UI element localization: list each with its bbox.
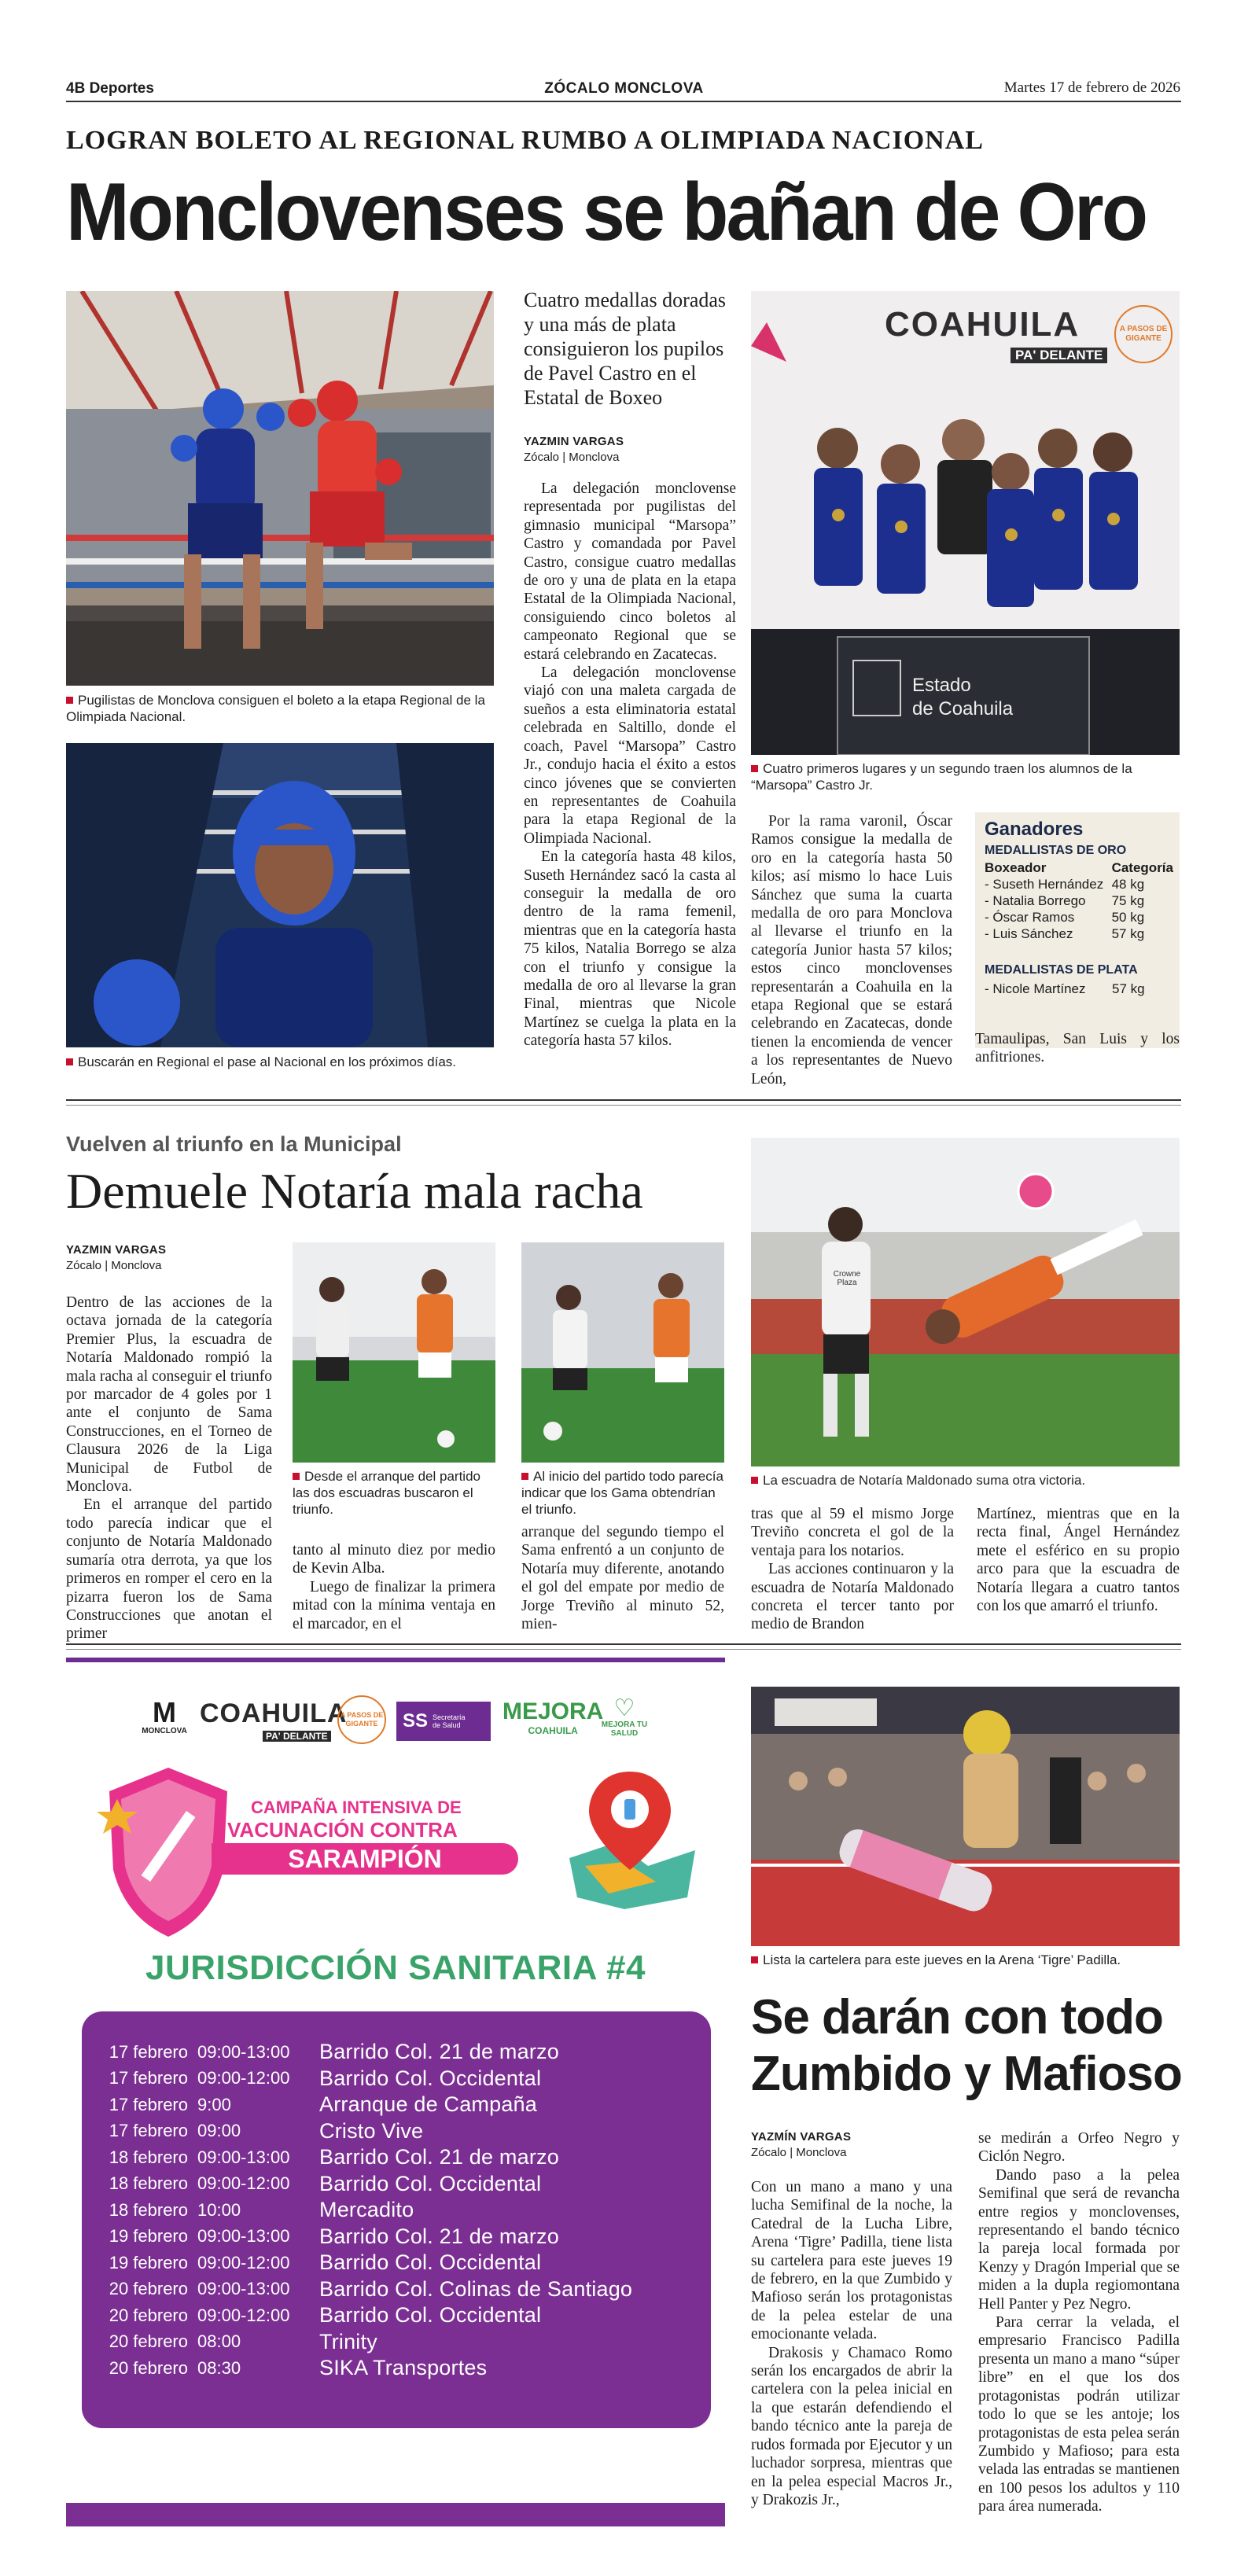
winners-title: Ganadores [985, 819, 1084, 840]
schedule-date: 20 febrero [109, 2331, 188, 2352]
schedule-time: 08:00 [197, 2331, 241, 2352]
paragraph: Con un mano a mano y una lucha Semifinal de la noche, la Catedral de la Lucha Libre, Arena ‘Tigre’ Padilla, tiene lista su cartelera para este jueves 19 de febrero, en la que Zumbido y Mafioso serán los protagonistas de la pelea estelar de una emocionante velada. [751, 2179, 952, 2343]
story1-column2 [751, 812, 952, 1088]
wrestling-photo [751, 1687, 1180, 1946]
schedule-time: 09:00-12:00 [197, 2173, 290, 2194]
schedule-time: 09:00-13:00 [197, 2041, 290, 2062]
team-medals-photo [751, 291, 1180, 755]
paragraph: Martínez, mientras que en la recta final, Ángel Hernández mete el esférico en su propio arco para que la escuadra de Notaría llegara a cuatro tantos con los que amarró el triunfo. [977, 1506, 1180, 1615]
schedule-time: 09:00-12:00 [197, 2305, 290, 2325]
photo3-brand: COAHUILA [885, 305, 1080, 344]
schedule-row [98, 2250, 695, 2276]
section-rule-1 [66, 1099, 1181, 1101]
story3-column1 [751, 2178, 952, 2509]
schedule-time: 09:00 [197, 2121, 241, 2141]
schedule-date: 19 febrero [109, 2226, 188, 2247]
paragraph: La delegación monclovense representada por pugilistas del gimnasio municipal “Marsopa” Castro y comandada por Pavel Castro, consigue cuatro medallas de oro y una de plata en la etapa Estatal de la Olimpiada Nacional, consiguiendo cinco boletos al campeonato Regional que se estará celebrando en Zacatecas. [524, 480, 736, 663]
paragraph: Tamaulipas, San Luis y los anfitriones. [975, 1031, 1180, 1066]
photo1-caption: Pugilistas de Monclova consiguen el boleto a la etapa Regional de la Olimpiada Nacional. [66, 693, 485, 724]
schedule-row [98, 2276, 695, 2303]
vaccination-ad [66, 1658, 725, 2530]
section-rule-1b [66, 1105, 1181, 1106]
schedule-panel [82, 2011, 711, 2428]
schedule-row [98, 2039, 695, 2066]
author-location: Zócalo | Monclova [751, 2146, 847, 2159]
schedule-place: Barrido Col. 21 de marzo [319, 2040, 559, 2064]
schedule-time: 09:00-13:00 [197, 2279, 290, 2299]
story1-column1 [524, 480, 736, 1051]
paragraph: Las acciones continuaron y la escuadra de Notaría Maldonado concreta el tercer tanto por medio de Brandon [751, 1561, 954, 1633]
photo3-caption: Cuatro primeros lugares y un segundo traen los alumnos de la “Marsopa” Castro Jr. [751, 761, 1132, 793]
author-name: YAZMIN VARGAS [524, 435, 624, 448]
issue-date: Martes 17 de febrero de 2026 [1003, 79, 1180, 96]
schedule-place: Barrido Col. 21 de marzo [319, 2224, 559, 2248]
paragraph: Para cerrar la velada, el empresario Francisco Padilla presenta un mano a mano “súper libre” en el que los dos protagonistas podrán utilizar todo lo que se les antoje; los protagonistas de esta pelea serán Zumbido y Mafioso; para esta velada las entradas se mantienen en 100 pesos los adultos y 110 para área numerada. [978, 2314, 1180, 2515]
section-label: 4B Deportes [66, 80, 154, 97]
schedule-place: Barrido Col. Occidental [319, 2250, 542, 2275]
story2-byline [66, 1242, 166, 1274]
schedule-place: Barrido Col. Occidental [319, 2171, 542, 2195]
story3-column2 [978, 2129, 1180, 2516]
table-row: - Natalia Borrego 75 kg [985, 893, 1145, 908]
soccer-photo-c [751, 1138, 1180, 1466]
photo3-sign-line1: Estado [912, 675, 971, 696]
photo-a-caption: Desde el arranque del partido las dos escuadras buscaron el triunfo. [293, 1469, 480, 1517]
story1-deck: Cuatro medallas doradas y una más de plata consiguieron los pupilos de Pavel Castro en el Estatal de Boxeo [524, 289, 727, 409]
monclova-logo: M MONCLOVA [142, 1696, 187, 1735]
mejora-salud-logo: ♡ MEJORA TU SALUD [601, 1695, 648, 1738]
schedule-place: Arranque de Campaña [319, 2092, 537, 2117]
story1-kicker: LOGRAN BOLETO AL REGIONAL RUMBO A OLIMPIADA NACIONAL [66, 126, 984, 155]
jurisdiction-title: JURISDICCIÓN SANITARIA #4 [145, 1949, 646, 1987]
gold-table-header [985, 859, 1173, 876]
photo3-sign-line2: de Coahuila [912, 698, 1014, 719]
schedule-place: Mercadito [319, 2198, 414, 2222]
paragraph: Dentro de las acciones de la octava jornada de la categoría Premier Plus, la escuadra de Notaría Maldonado rompió la mala racha al conseguir el triunfo por marcador de 4 goles por 1 ante el conjunto de Sama Construcciones, en el Torneo de Clausura 2026 de la Liga Municipal de Futbol de Monclova. [66, 1294, 272, 1496]
header-rule [66, 101, 1181, 102]
story1-column3-tail [975, 1030, 1180, 1067]
schedule-row [98, 2197, 695, 2224]
heart-icon: ♡ [613, 1695, 635, 1721]
schedule-row [98, 2092, 695, 2118]
author-location: Zócalo | Monclova [66, 1259, 162, 1272]
silver-title: MEDALLISTAS DE PLATA [985, 963, 1138, 977]
col-category: Categoría [1111, 860, 1173, 875]
story1-headline: Monclovenses se bañan de Oro [66, 167, 1147, 258]
story2-column5 [977, 1505, 1180, 1615]
schedule-time: 09:00-13:00 [197, 2226, 290, 2247]
schedule-place: Barrido Col. Occidental [319, 2066, 542, 2090]
schedule-date: 18 febrero [109, 2199, 188, 2220]
paragraph: La delegación monclovense viajó con una maleta cargada de sueños a esta eliminatoria estatal celebrada en Saltillo, donde el coach, Pavel “Marsopa” Castro Jr., condujo hacia el éxito a estos cinco jóvenes que se convierten en representantes de Coahuila para la etapa Regional de la Olimpiada Nacional. [524, 664, 736, 847]
paragraph: tanto al minuto diez por medio de Kevin Alba. [293, 1542, 495, 1577]
winners-box [975, 812, 1180, 1048]
schedule-date: 17 febrero [109, 2068, 188, 2088]
schedule-date: 19 febrero [109, 2252, 188, 2272]
schedule-date: 18 febrero [109, 2173, 188, 2194]
schedule-time: 09:00-12:00 [197, 2068, 290, 2088]
story2-column1 [66, 1294, 272, 1643]
photo3-brand-sub: PA' DELANTE [1011, 348, 1107, 363]
silver-table [985, 981, 1173, 997]
schedule-place: Cristo Vive [319, 2118, 424, 2143]
paragraph: Luego de finalizar la primera mitad con la mínima ventaja en el marcador, en el [293, 1578, 495, 1632]
gigante-badge: A PASOS DE GIGANTE [337, 1695, 386, 1744]
boxing-match-photo [66, 291, 494, 686]
photo2-caption: Buscarán en Regional el pase al Nacional en los próximos días. [66, 1054, 494, 1070]
schedule-date: 20 febrero [109, 2279, 188, 2299]
map-pin-icon [561, 1764, 699, 1913]
schedule-time: 09:00-13:00 [197, 2147, 290, 2167]
schedule-row [98, 2144, 695, 2171]
schedule-date: 18 febrero [109, 2147, 188, 2167]
schedule-row [98, 2329, 695, 2356]
schedule-date: 17 febrero [109, 2121, 188, 2141]
schedule-time: 10:00 [197, 2199, 241, 2220]
ad-top-bar [66, 1658, 725, 1662]
schedule-place: SIKA Transportes [319, 2356, 488, 2380]
schedule-row [98, 2171, 695, 2198]
schedule-date: 17 febrero [109, 2094, 188, 2114]
photo-b-caption: Al inicio del partido todo parecía indicar que los Gama obtendrían el triunfo. [521, 1469, 723, 1517]
story2-headline: Demuele Notaría mala racha [66, 1163, 643, 1219]
paragraph: Drakosis y Chamaco Romo serán los encargados de abrir la cartelera con la pelea inicial en la que estarán defendiendo el bando técnico ante la pareja de rudos formada por Ejecutor y un luchador sorpresa, mientras que en la pelea especial Macros Jr., y Drakozis Jr., [751, 2344, 952, 2508]
schedule-date: 20 febrero [109, 2357, 188, 2378]
story2-kicker: Vuelven al triunfo en la Municipal [66, 1132, 402, 1156]
paragraph: arranque del segundo tiempo el Sama enfrentó a un conjunto de Notaría muy diferente, anotando el gol del empate por medio de Jorge Treviño al minuto 52, mien- [521, 1524, 724, 1633]
schedule-date: 20 febrero [109, 2305, 188, 2325]
table-row: - Nicole Martínez 57 kg [985, 981, 1145, 996]
story2-column2 [293, 1541, 495, 1633]
story1-byline [524, 434, 736, 466]
schedule-list [98, 2039, 695, 2382]
story3-headline-line1: Se darán con todo [751, 1990, 1163, 2044]
ss-logo: SS Secretaría de Salud [396, 1702, 491, 1741]
story2-column4 [751, 1505, 954, 1634]
paragraph: En la categoría hasta 48 kilos, Suseth Hernández sacó la casta al conseguir la medalla de oro dentro de la rama femenil, mientras que en la categoría hasta 75 kilos, Natalia Borrego se alza con el triunfo y consigue la medalla de oro al llevarse la gran Final, mientras que Nicole Martínez se cuelga la plata en la categoría hasta 57 kilos. [524, 848, 736, 1050]
schedule-place: Trinity [319, 2329, 377, 2353]
gold-title: MEDALLISTAS DE ORO [985, 844, 1127, 857]
schedule-row [98, 2066, 695, 2092]
story3-headline-line2: Zumbido y Mafioso [751, 2047, 1182, 2101]
gold-table [985, 859, 1173, 942]
schedule-row [98, 2118, 695, 2145]
schedule-place: Barrido Col. 21 de marzo [319, 2145, 559, 2169]
author-name: YAZMÍN VARGAS [751, 2130, 852, 2144]
schedule-time: 08:30 [197, 2357, 241, 2378]
table-row: - Óscar Ramos 50 kg [985, 910, 1145, 925]
soccer-photo-a [293, 1242, 495, 1463]
wrestling-caption: Lista la cartelera para este jueves en la Arena ‘Tigre’ Padilla. [751, 1952, 1180, 1968]
schedule-date: 17 febrero [109, 2041, 188, 2062]
campaign-banner: CAMPAÑA INTENSIVA DE VACUNACIÓN CONTRA SARAMPIÓN [180, 1791, 538, 1878]
boxer-portrait-photo [66, 743, 494, 1047]
schedule-row [98, 2302, 695, 2329]
story2-column3 [521, 1523, 724, 1633]
schedule-row [98, 2224, 695, 2250]
paragraph: tras que al 59 el mismo Jorge Treviño concreta el gol de la ventaja para los notarios. [751, 1506, 954, 1559]
photo-c-caption: La escuadra de Notaría Maldonado suma otra victoria. [751, 1472, 1180, 1489]
paragraph: se medirán a Orfeo Negro y Ciclón Negro. [978, 2130, 1180, 2166]
photo3-badge: A PASOS DE GIGANTE [1114, 305, 1173, 363]
schedule-place: Barrido Col. Colinas de Santiago [319, 2276, 633, 2301]
ad-bottom-bar [66, 2503, 725, 2526]
col-boxer: Boxeador [985, 860, 1047, 875]
section-rule-2b [66, 1649, 1181, 1650]
schedule-time: 09:00-12:00 [197, 2252, 290, 2272]
author-name: YAZMIN VARGAS [66, 1243, 167, 1257]
coahuila-logo: COAHUILA PA' DELANTE [200, 1698, 348, 1742]
paragraph: En el arranque del partido todo parecía indicar que el conjunto de Notaría Maldonado sumaría otra derrota, ya que los primeros en romper el cero en la pizarra fueron los de Sama Construcciones que anotan el primer [66, 1496, 272, 1643]
schedule-row [98, 2355, 695, 2382]
author-location: Zócalo | Monclova [524, 451, 620, 464]
mejora-logo: MEJORA COAHUILA [503, 1698, 604, 1736]
schedule-time: 9:00 [197, 2094, 231, 2114]
schedule-place: Barrido Col. Occidental [319, 2303, 542, 2328]
paragraph: Por la rama varonil, Óscar Ramos consigue la medalla de oro en la categoría hasta 50 kilos; así mismo lo hace Luis Sánchez que suma la cuarta medalla de oro para Monclova al llevarse el triunfo en la categoría Junior hasta 57 kilos; estos cinco monclovenses representarán a Coahuila en la etapa Regional que se estará celebrando en Zacatecas, donde tienen la encomienda de vencer a los representantes de Nuevo León, [751, 813, 952, 1087]
table-row: - Luis Sánchez 57 kg [985, 926, 1145, 941]
section-rule-2 [66, 1643, 1181, 1645]
table-row: - Suseth Hernández 48 kg [985, 877, 1145, 892]
paper-name: ZÓCALO MONCLOVA [544, 80, 704, 97]
paragraph: Dando paso a la pelea Semifinal que será de revancha entre regios y monclovenses, representando el bando técnico la pareja local formada por Kenzy y Dragón Imperial que se miden a la dupla regiomontana Hell Panter y Pez Negro. [978, 2166, 1180, 2313]
jersey-text: Crowne Plaza [833, 1270, 861, 1287]
soccer-photo-b [521, 1242, 724, 1463]
story3-byline [751, 2129, 851, 2161]
